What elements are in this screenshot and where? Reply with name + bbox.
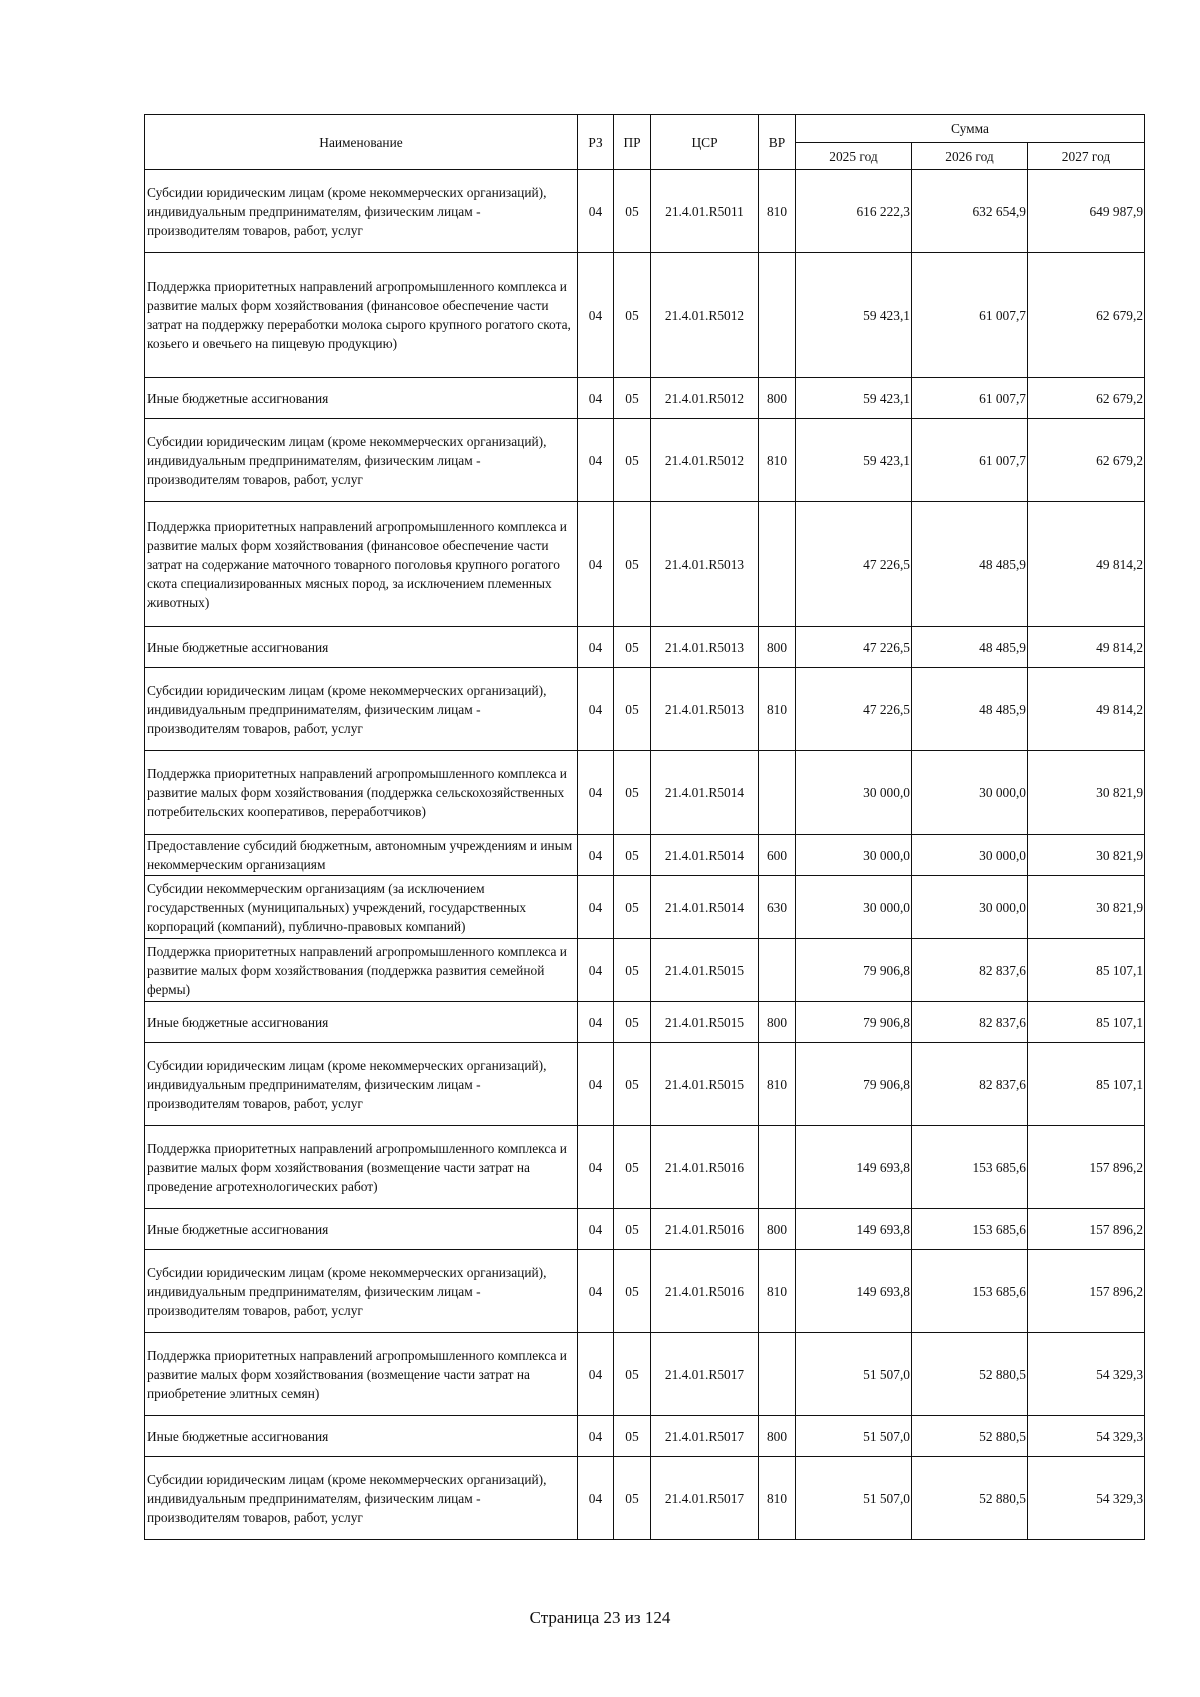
- cell-vr: 800: [759, 1209, 796, 1250]
- cell-name: Иные бюджетные ассигнования: [145, 1416, 578, 1457]
- cell-pr: 05: [614, 253, 651, 378]
- cell-2027: 85 107,1: [1028, 1002, 1145, 1043]
- cell-2026: 82 837,6: [912, 939, 1028, 1002]
- cell-rz: 04: [578, 1002, 614, 1043]
- table-row: [145, 627, 1145, 668]
- cell-name: Поддержка приоритетных направлений агропромышленного комплекса и развитие малых форм хозяйствования (поддержка развития семейной фермы): [145, 939, 578, 1002]
- cell-rz: 04: [578, 835, 614, 876]
- cell-csr: 21.4.01.R5016: [651, 1209, 759, 1250]
- cell-2026: 61 007,7: [912, 378, 1028, 419]
- header-csr: ЦСР: [651, 115, 759, 170]
- cell-name: Субсидии некоммерческим организациям (за исключением государственных (муниципальных) учреждений, государственных корпораций (компаний), публично-правовых компаний): [145, 876, 578, 939]
- cell-2026: 153 685,6: [912, 1126, 1028, 1209]
- cell-rz: 04: [578, 1416, 614, 1457]
- cell-csr: 21.4.01.R5014: [651, 876, 759, 939]
- cell-2025: 59 423,1: [796, 378, 912, 419]
- table-row: [145, 876, 1145, 939]
- cell-name: Субсидии юридическим лицам (кроме некоммерческих организаций), индивидуальным предпринимателям, физическим лицам - производителям товаров, работ, услуг: [145, 1043, 578, 1126]
- cell-vr: 810: [759, 419, 796, 502]
- cell-2026: 30 000,0: [912, 835, 1028, 876]
- cell-pr: 05: [614, 1250, 651, 1333]
- table-row: [145, 751, 1145, 835]
- table-row: [145, 1126, 1145, 1209]
- header-sum: Сумма: [796, 115, 1145, 143]
- cell-2026: 52 880,5: [912, 1457, 1028, 1540]
- cell-rz: 04: [578, 502, 614, 627]
- cell-2026: 52 880,5: [912, 1333, 1028, 1416]
- cell-2025: 149 693,8: [796, 1126, 912, 1209]
- cell-vr: 630: [759, 876, 796, 939]
- cell-2026: 52 880,5: [912, 1416, 1028, 1457]
- cell-pr: 05: [614, 1209, 651, 1250]
- cell-2026: 30 000,0: [912, 751, 1028, 835]
- cell-pr: 05: [614, 378, 651, 419]
- cell-name: Иные бюджетные ассигнования: [145, 627, 578, 668]
- cell-2026: 61 007,7: [912, 253, 1028, 378]
- cell-csr: 21.4.01.R5017: [651, 1457, 759, 1540]
- cell-vr: 810: [759, 170, 796, 253]
- cell-2027: 157 896,2: [1028, 1126, 1145, 1209]
- cell-2025: 30 000,0: [796, 876, 912, 939]
- table-row: [145, 1333, 1145, 1416]
- header-year-2025: 2025 год: [796, 143, 912, 170]
- cell-csr: 21.4.01.R5012: [651, 253, 759, 378]
- cell-vr: 800: [759, 378, 796, 419]
- cell-2025: 79 906,8: [796, 1043, 912, 1126]
- cell-2027: 54 329,3: [1028, 1416, 1145, 1457]
- cell-csr: 21.4.01.R5016: [651, 1126, 759, 1209]
- table-row: [145, 939, 1145, 1002]
- cell-name: Субсидии юридическим лицам (кроме некоммерческих организаций), индивидуальным предпринимателям, физическим лицам - производителям товаров, работ, услуг: [145, 419, 578, 502]
- cell-rz: 04: [578, 939, 614, 1002]
- cell-2027: 62 679,2: [1028, 419, 1145, 502]
- cell-2025: 79 906,8: [796, 1002, 912, 1043]
- cell-name: Субсидии юридическим лицам (кроме некоммерческих организаций), индивидуальным предпринимателям, физическим лицам - производителям товаров, работ, услуг: [145, 668, 578, 751]
- cell-csr: 21.4.01.R5017: [651, 1416, 759, 1457]
- header-rz: РЗ: [578, 115, 614, 170]
- header-year-2027: 2027 год: [1028, 143, 1145, 170]
- cell-pr: 05: [614, 1457, 651, 1540]
- cell-rz: 04: [578, 1333, 614, 1416]
- page-number: Страница 23 из 124: [529, 1608, 671, 1627]
- cell-rz: 04: [578, 668, 614, 751]
- cell-vr: [759, 253, 796, 378]
- cell-2025: 47 226,5: [796, 627, 912, 668]
- cell-2026: 48 485,9: [912, 668, 1028, 751]
- cell-name: Иные бюджетные ассигнования: [145, 1002, 578, 1043]
- header-name: Наименование: [145, 115, 578, 170]
- cell-name: Субсидии юридическим лицам (кроме некоммерческих организаций), индивидуальным предпринимателям, физическим лицам - производителям товаров, работ, услуг: [145, 1457, 578, 1540]
- cell-pr: 05: [614, 939, 651, 1002]
- budget-table: [144, 114, 1145, 1540]
- cell-vr: 800: [759, 1002, 796, 1043]
- cell-name: Предоставление субсидий бюджетным, автономным учреждениям и иным некоммерческим организациям: [145, 835, 578, 876]
- cell-rz: 04: [578, 1126, 614, 1209]
- cell-2025: 30 000,0: [796, 751, 912, 835]
- cell-2025: 79 906,8: [796, 939, 912, 1002]
- cell-csr: 21.4.01.R5015: [651, 1002, 759, 1043]
- cell-vr: 600: [759, 835, 796, 876]
- cell-rz: 04: [578, 751, 614, 835]
- cell-name: Поддержка приоритетных направлений агропромышленного комплекса и развитие малых форм хозяйствования (финансовое обеспечение части затрат на содержание маточного товарного поголовья крупного рогатого скота специализированных мясных пород, за исключением племенных животных): [145, 502, 578, 627]
- table-row: [145, 1209, 1145, 1250]
- cell-rz: 04: [578, 1250, 614, 1333]
- cell-rz: 04: [578, 876, 614, 939]
- cell-rz: 04: [578, 1457, 614, 1540]
- cell-2026: 48 485,9: [912, 627, 1028, 668]
- cell-csr: 21.4.01.R5013: [651, 627, 759, 668]
- cell-pr: 05: [614, 668, 651, 751]
- cell-2027: 49 814,2: [1028, 627, 1145, 668]
- table-row: [145, 378, 1145, 419]
- table-row: [145, 1416, 1145, 1457]
- cell-2027: 54 329,3: [1028, 1333, 1145, 1416]
- cell-2026: 82 837,6: [912, 1002, 1028, 1043]
- table-row: [145, 1457, 1145, 1540]
- cell-rz: 04: [578, 170, 614, 253]
- cell-name: Поддержка приоритетных направлений агропромышленного комплекса и развитие малых форм хозяйствования (поддержка сельскохозяйственных потребительских кооперативов, переработчиков): [145, 751, 578, 835]
- cell-pr: 05: [614, 835, 651, 876]
- cell-2025: 59 423,1: [796, 253, 912, 378]
- cell-2025: 30 000,0: [796, 835, 912, 876]
- table-row: [145, 668, 1145, 751]
- cell-rz: 04: [578, 253, 614, 378]
- cell-vr: 800: [759, 627, 796, 668]
- table-row: [145, 1002, 1145, 1043]
- table-row: [145, 1043, 1145, 1126]
- cell-pr: 05: [614, 876, 651, 939]
- cell-name: Субсидии юридическим лицам (кроме некоммерческих организаций), индивидуальным предпринимателям, физическим лицам - производителям товаров, работ, услуг: [145, 170, 578, 253]
- cell-2025: 149 693,8: [796, 1209, 912, 1250]
- cell-pr: 05: [614, 1333, 651, 1416]
- table-row: [145, 835, 1145, 876]
- cell-pr: 05: [614, 627, 651, 668]
- cell-pr: 05: [614, 170, 651, 253]
- cell-vr: [759, 751, 796, 835]
- cell-pr: 05: [614, 1043, 651, 1126]
- cell-rz: 04: [578, 627, 614, 668]
- cell-name: Поддержка приоритетных направлений агропромышленного комплекса и развитие малых форм хозяйствования (возмещение части затрат на проведение агротехнологических работ): [145, 1126, 578, 1209]
- cell-2027: 30 821,9: [1028, 876, 1145, 939]
- cell-2027: 30 821,9: [1028, 751, 1145, 835]
- header-year-2026: 2026 год: [912, 143, 1028, 170]
- cell-name: Поддержка приоритетных направлений агропромышленного комплекса и развитие малых форм хозяйствования (возмещение части затрат на приобретение элитных семян): [145, 1333, 578, 1416]
- cell-vr: 810: [759, 1250, 796, 1333]
- cell-rz: 04: [578, 378, 614, 419]
- cell-2027: 649 987,9: [1028, 170, 1145, 253]
- table-row: [145, 253, 1145, 378]
- cell-vr: [759, 502, 796, 627]
- header-pr: ПР: [614, 115, 651, 170]
- cell-pr: 05: [614, 1126, 651, 1209]
- cell-2025: 47 226,5: [796, 502, 912, 627]
- table-row: [145, 502, 1145, 627]
- cell-name: Субсидии юридическим лицам (кроме некоммерческих организаций), индивидуальным предпринимателям, физическим лицам - производителям товаров, работ, услуг: [145, 1250, 578, 1333]
- cell-csr: 21.4.01.R5013: [651, 668, 759, 751]
- cell-rz: 04: [578, 419, 614, 502]
- cell-2026: 153 685,6: [912, 1209, 1028, 1250]
- cell-2027: 54 329,3: [1028, 1457, 1145, 1540]
- cell-2025: 149 693,8: [796, 1250, 912, 1333]
- cell-csr: 21.4.01.R5015: [651, 939, 759, 1002]
- cell-csr: 21.4.01.R5016: [651, 1250, 759, 1333]
- cell-2026: 30 000,0: [912, 876, 1028, 939]
- cell-rz: 04: [578, 1209, 614, 1250]
- cell-2027: 157 896,2: [1028, 1209, 1145, 1250]
- table-body: [145, 170, 1145, 1540]
- cell-vr: 810: [759, 1043, 796, 1126]
- cell-csr: 21.4.01.R5014: [651, 751, 759, 835]
- cell-2027: 62 679,2: [1028, 378, 1145, 419]
- cell-vr: [759, 1333, 796, 1416]
- cell-2027: 30 821,9: [1028, 835, 1145, 876]
- cell-name: Иные бюджетные ассигнования: [145, 1209, 578, 1250]
- cell-2027: 85 107,1: [1028, 1043, 1145, 1126]
- cell-vr: [759, 1126, 796, 1209]
- table-header: [145, 115, 1145, 170]
- table-row: [145, 419, 1145, 502]
- cell-pr: 05: [614, 419, 651, 502]
- cell-csr: 21.4.01.R5017: [651, 1333, 759, 1416]
- cell-2027: 49 814,2: [1028, 668, 1145, 751]
- cell-csr: 21.4.01.R5012: [651, 419, 759, 502]
- cell-2025: 51 507,0: [796, 1333, 912, 1416]
- cell-vr: [759, 939, 796, 1002]
- cell-2026: 48 485,9: [912, 502, 1028, 627]
- cell-rz: 04: [578, 1043, 614, 1126]
- cell-pr: 05: [614, 751, 651, 835]
- cell-vr: 810: [759, 1457, 796, 1540]
- table-row: [145, 1250, 1145, 1333]
- cell-2026: 153 685,6: [912, 1250, 1028, 1333]
- cell-name: Поддержка приоритетных направлений агропромышленного комплекса и развитие малых форм хозяйствования (финансовое обеспечение части затрат на поддержку переработки молока сырого крупного рогатого скота, козьего и овечьего на пищевую продукцию): [145, 253, 578, 378]
- cell-2025: 59 423,1: [796, 419, 912, 502]
- cell-2026: 82 837,6: [912, 1043, 1028, 1126]
- cell-pr: 05: [614, 502, 651, 627]
- cell-2025: 616 222,3: [796, 170, 912, 253]
- cell-2026: 61 007,7: [912, 419, 1028, 502]
- cell-csr: 21.4.01.R5014: [651, 835, 759, 876]
- cell-2027: 49 814,2: [1028, 502, 1145, 627]
- cell-csr: 21.4.01.R5015: [651, 1043, 759, 1126]
- cell-2026: 632 654,9: [912, 170, 1028, 253]
- cell-2027: 85 107,1: [1028, 939, 1145, 1002]
- cell-pr: 05: [614, 1002, 651, 1043]
- cell-csr: 21.4.01.R5013: [651, 502, 759, 627]
- cell-2025: 47 226,5: [796, 668, 912, 751]
- cell-2025: 51 507,0: [796, 1416, 912, 1457]
- cell-vr: 800: [759, 1416, 796, 1457]
- cell-csr: 21.4.01.R5011: [651, 170, 759, 253]
- header-vr: ВР: [759, 115, 796, 170]
- table-row: [145, 170, 1145, 253]
- cell-csr: 21.4.01.R5012: [651, 378, 759, 419]
- cell-pr: 05: [614, 1416, 651, 1457]
- cell-2027: 157 896,2: [1028, 1250, 1145, 1333]
- cell-2027: 62 679,2: [1028, 253, 1145, 378]
- cell-name: Иные бюджетные ассигнования: [145, 378, 578, 419]
- cell-2025: 51 507,0: [796, 1457, 912, 1540]
- cell-vr: 810: [759, 668, 796, 751]
